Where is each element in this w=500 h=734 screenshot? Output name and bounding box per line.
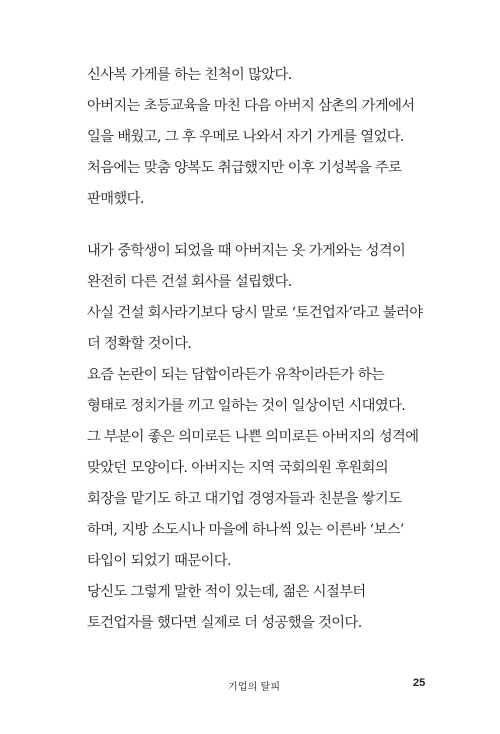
text-line: 아버지는 초등교육을 마친 다음 아버지 삼촌의 가게에서 — [87, 98, 415, 114]
text-line: 일을 배웠고, 그 후 우메로 나와서 자기 가게를 열었다. — [87, 129, 404, 145]
text-line: 토건업자를 했다면 실제로 더 성공했을 것이다. — [87, 615, 362, 631]
text-line: 맞았던 모양이다. 아버지는 지역 국회의원 후원회의 — [87, 460, 389, 476]
text-line: 신사복 가게를 하는 친척이 많았다. — [87, 67, 292, 83]
paragraph-1 — [87, 60, 427, 215]
text-line: 하며, 지방 소도시나 마을에 하나씩 있는 이른바 ‘보스’ — [87, 522, 404, 538]
text-line: 형태로 정치가를 끼고 일하는 것이 일상이던 시대였다. — [87, 398, 406, 414]
text-line: 사실 건설 회사라기보다 당시 말로 ‘토건업자’라고 불러야 — [87, 305, 423, 321]
text-line: 처음에는 맞춤 양복도 취급했지만 이후 기성복을 주로 — [87, 160, 402, 176]
running-title: 기업의 탈피 — [228, 682, 281, 693]
page-footer — [0, 676, 500, 696]
text-line: 회장을 맡기도 하고 대기업 경영자들과 친분을 쌓기도 — [87, 491, 402, 507]
page-number: 25 — [413, 677, 426, 689]
paragraph-2 — [87, 236, 427, 639]
text-line: 그 부분이 좋은 의미로든 나쁜 의미로든 아버지의 성격에 — [87, 429, 419, 445]
text-line: 타입이 되었기 때문이다. — [87, 553, 231, 569]
text-line: 내가 중학생이 되었을 때 아버지는 옷 가게와는 성격이 — [87, 243, 406, 259]
text-line: 판매했다. — [87, 191, 144, 207]
text-line: 더 정확할 것이다. — [87, 336, 192, 352]
text-line: 요즘 논란이 되는 담합이라든가 유착이라든가 하는 — [87, 367, 385, 383]
text-line: 완전히 다른 건설 회사를 설립했다. — [87, 274, 292, 290]
text-line: 당신도 그렇게 말한 적이 있는데, 젊은 시절부터 — [87, 584, 366, 600]
